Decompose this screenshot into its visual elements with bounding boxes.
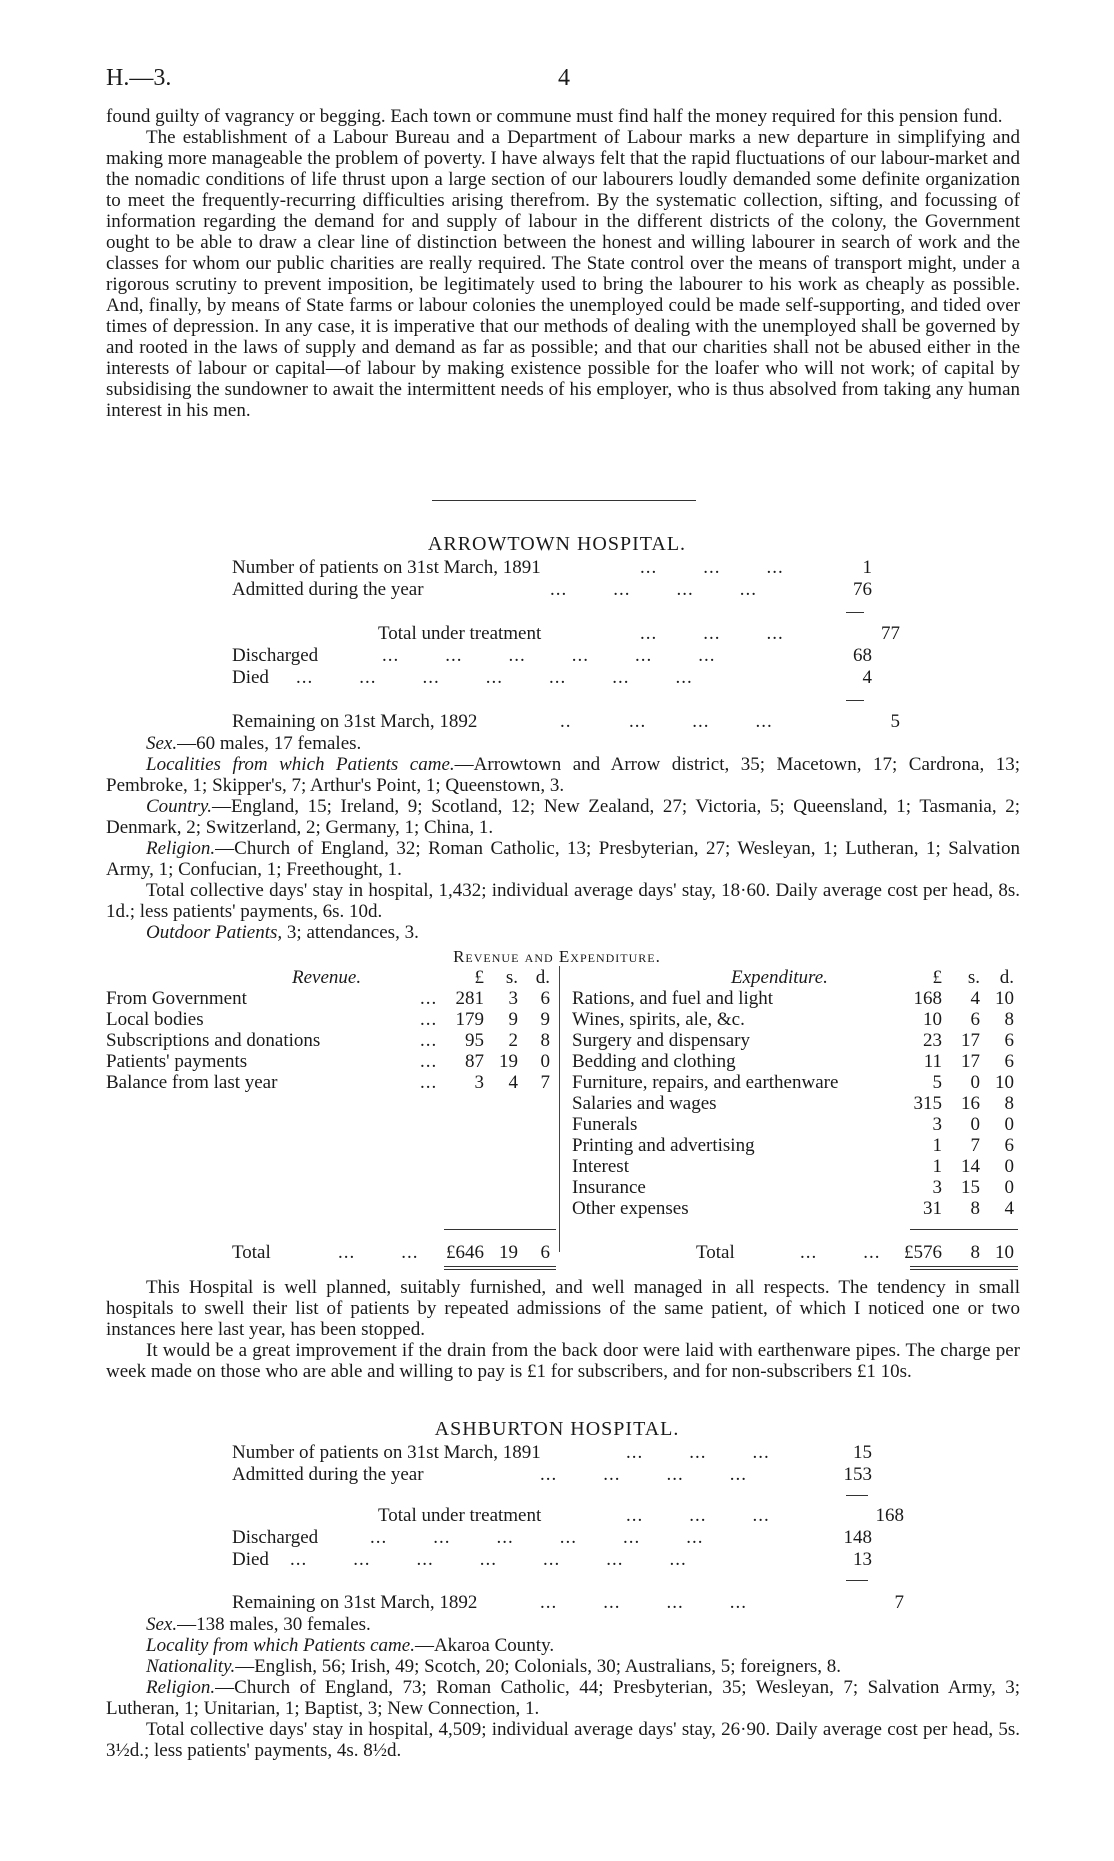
leader-dots: ... ... ... ... ... ... ... bbox=[296, 667, 693, 688]
arrowtown-title: ARROWTOWN HOSPITAL. bbox=[427, 533, 687, 555]
arrowtown-admitted-value: 76 bbox=[853, 579, 872, 600]
arrowtown-admitted-label: Admitted during the year bbox=[232, 579, 424, 600]
revenue-row-shillings: 19 bbox=[499, 1051, 518, 1072]
remarks-paragraph-2: It would be a great improvement if the drain from the back door were laid with earthenware pipes. The charge per week made on those who are able and willing to pay is £1 for subscribers, and for non-subscribers £1 10s. bbox=[106, 1340, 1020, 1382]
outdoor-text: 3; attendances, 3. bbox=[282, 922, 419, 943]
sex-text: —60 males, 17 females. bbox=[177, 733, 362, 754]
rev-exp-title: Revenue and Expenditure. bbox=[453, 947, 661, 966]
leader-dots: ... ... ... ... ... ... bbox=[370, 1527, 704, 1548]
leader-dots: ... bbox=[420, 1072, 438, 1093]
expenditure-row-shillings: 17 bbox=[961, 1051, 980, 1072]
col-head-shillings: s. bbox=[505, 967, 518, 988]
arrowtown-died-label: Died bbox=[232, 667, 269, 688]
revenue-row-label: Balance from last year bbox=[106, 1072, 278, 1093]
revenue-row-label: Subscriptions and donations bbox=[106, 1030, 321, 1051]
religion-text: —Church of England, 32; Roman Catholic, 13; Presbyterian, 27; Wesleyan, 1; Lutheran, 1; Salvation Army, 1; Confucian, 1; Freethought, 1. bbox=[106, 838, 1020, 880]
sex-label: Sex. bbox=[146, 1614, 178, 1635]
revenue-row-pounds: 87 bbox=[465, 1051, 484, 1072]
religion-label: Religion. bbox=[146, 838, 216, 859]
nationality-label: Nationality. bbox=[146, 1656, 236, 1677]
revenue-row-pounds: 95 bbox=[465, 1030, 484, 1051]
expenditure-row-pounds: 1 bbox=[932, 1135, 942, 1156]
expenditure-row-pence: 10 bbox=[995, 988, 1014, 1009]
arrowtown-total-label: Total under treatment bbox=[378, 623, 542, 644]
ashburton-total-label: Total under treatment bbox=[378, 1505, 542, 1526]
arrowtown-number-label: Number of patients on 31st March, 1891 bbox=[232, 557, 541, 578]
expenditure-row-shillings: 0 bbox=[970, 1114, 980, 1135]
col-head-pounds: £ bbox=[474, 967, 484, 988]
sum-rule bbox=[846, 612, 864, 613]
intro-paragraph-1: found guilty of vagrancy or begging. Each town or commune must find half the money required for this pension fund. bbox=[106, 106, 1003, 127]
expenditure-row-label: Furniture, repairs, and earthenware bbox=[572, 1072, 839, 1093]
revenue-row-pence: 7 bbox=[540, 1072, 550, 1093]
expenditure-row-label: Wines, spirits, ale, &c. bbox=[572, 1009, 745, 1030]
arrowtown-remaining-value: 5 bbox=[890, 711, 900, 732]
expenditure-row-label: Printing and advertising bbox=[572, 1135, 755, 1156]
expenditure-row-shillings: 4 bbox=[970, 988, 980, 1009]
expenditure-row-pounds: 5 bbox=[932, 1072, 942, 1093]
ashburton-admitted-label: Admitted during the year bbox=[232, 1464, 424, 1485]
arrowtown-remaining-label: Remaining on 31st March, 1892 bbox=[232, 711, 478, 732]
col-head-pounds: £ bbox=[932, 967, 942, 988]
expenditure-heading: Expenditure. bbox=[731, 967, 828, 988]
table-divider bbox=[559, 966, 560, 1252]
arrowtown-total-value: 77 bbox=[881, 623, 900, 644]
col-head-pence: d. bbox=[535, 967, 550, 988]
leader-dots: ... bbox=[420, 1030, 438, 1051]
ashburton-number-label: Number of patients on 31st March, 1891 bbox=[232, 1442, 541, 1463]
arrowtown-details bbox=[106, 733, 1020, 943]
ashburton-details bbox=[106, 1614, 1020, 1761]
ashburton-title: ASHBURTON HOSPITAL. bbox=[434, 1418, 680, 1440]
locality-label: Locality from which Patients came. bbox=[146, 1635, 415, 1656]
leader-dots: ... ... ... ... ... ... bbox=[382, 645, 716, 666]
revenue-row-pence: 6 bbox=[540, 988, 550, 1009]
revenue-row-shillings: 4 bbox=[508, 1072, 518, 1093]
expenditure-row-pounds: 168 bbox=[913, 988, 942, 1009]
revenue-row-pounds: 179 bbox=[455, 1009, 484, 1030]
revenue-row-pence: 8 bbox=[540, 1030, 550, 1051]
ashburton-number-value: 15 bbox=[853, 1442, 872, 1463]
ashburton-discharged-label: Discharged bbox=[232, 1527, 319, 1548]
intro-paragraph-2: The establishment of a Labour Bureau and a Department of Labour marks a new departure in simplifying and making more manageable the problem of poverty. I have always felt that the rapid fluctuations of our labour-market and the nomadic conditions of life thrust upon a large section of our labourers loudly demanded some definite organization to meet the frequently-recurring difficulties arising therefrom. By the systematic collection, sifting, and focussing of information regarding the demand for and supply of labour in the different districts of the colony, the Government ought to be able to draw a clear line of distinction between the honest and willing labourer in search of work and the classes for whom our public charities are really required. The State control over the means of transport might, under a rigorous scrutiny to prevent imposition, be legitimately used to bring the labourer to his work as cheaply as possible. And, finally, by means of State farms or labour colonies the unemployed could be made self-supporting, and tided over times of depression. In any case, it is imperative that our methods of dealing with the unemployed shall be governed by and rooted in the laws of supply and demand as far as possible; and that our charities shall not be abused either in the interests of labour or capital—of labour by making existence possible for the loafer who will not work; of capital by subsidising the sundowner to await the intermittent needs of his employer, who is thus absolved from taking any human interest in his men. bbox=[106, 127, 1020, 421]
expenditure-row-pounds: 3 bbox=[932, 1114, 942, 1135]
total-rule bbox=[910, 1269, 1018, 1270]
page-number: 4 bbox=[558, 65, 570, 91]
arrowtown-discharged-value: 68 bbox=[853, 645, 872, 666]
expenditure-total-pounds: £576 bbox=[904, 1242, 942, 1263]
revenue-row-shillings: 2 bbox=[508, 1030, 518, 1051]
sex-text: —138 males, 30 females. bbox=[177, 1614, 371, 1635]
section-divider bbox=[432, 500, 696, 501]
expenditure-row-pounds: 11 bbox=[923, 1051, 942, 1072]
expenditure-row-label: Other expenses bbox=[572, 1198, 689, 1219]
expenditure-row-pence: 6 bbox=[1004, 1051, 1014, 1072]
col-head-pence: d. bbox=[999, 967, 1014, 988]
localities-label: Localities from which Patients came. bbox=[146, 754, 455, 775]
expenditure-row-label: Bedding and clothing bbox=[572, 1051, 736, 1072]
col-head-shillings: s. bbox=[967, 967, 980, 988]
expenditure-row-shillings: 7 bbox=[970, 1135, 980, 1156]
expenditure-row-shillings: 17 bbox=[961, 1030, 980, 1051]
ashburton-remaining-value: 7 bbox=[894, 1592, 904, 1613]
arrowtown-discharged-label: Discharged bbox=[232, 645, 319, 666]
leader-dots: ... ... ... ... bbox=[540, 1592, 747, 1613]
leader-dots: ... ... ... bbox=[626, 1442, 770, 1463]
leader-dots: ... ... ... bbox=[640, 557, 784, 578]
expenditure-row-label: Rations, and fuel and light bbox=[572, 988, 774, 1009]
total-rule bbox=[444, 1269, 556, 1270]
nationality-text: —English, 56; Irish, 49; Scotch, 20; Colonials, 30; Australians, 5; foreigners, 8. bbox=[235, 1656, 842, 1677]
revenue-total-shillings: 19 bbox=[499, 1242, 518, 1263]
expenditure-row-label: Insurance bbox=[572, 1177, 646, 1198]
leader-dots: ... ... ... bbox=[640, 623, 784, 644]
arrowtown-died-value: 4 bbox=[862, 667, 872, 688]
page-reference: H.—3. bbox=[106, 65, 172, 91]
expenditure-row-pounds: 3 bbox=[932, 1177, 942, 1198]
expenditure-row-label: Funerals bbox=[572, 1114, 638, 1135]
revenue-heading: Revenue. bbox=[292, 967, 362, 988]
expenditure-total-pence: 10 bbox=[995, 1242, 1014, 1263]
leader-dots: ... ... bbox=[800, 1242, 881, 1263]
expenditure-row-pounds: 23 bbox=[923, 1030, 942, 1051]
expenditure-total-label: Total bbox=[696, 1242, 735, 1263]
revenue-row-pounds: 281 bbox=[455, 988, 484, 1009]
remarks-paragraph-1: This Hospital is well planned, suitably furnished, and well managed in all respects. The tendency in small hospitals to swell their list of patients by repeated admissions of the same patient, of which I noticed one or two instances here last year, has been stopped. bbox=[106, 1277, 1020, 1340]
leader-dots: ... ... ... ... ... ... ... bbox=[290, 1549, 687, 1570]
country-label: Country. bbox=[146, 796, 212, 817]
ashburton-admitted-value: 153 bbox=[843, 1464, 872, 1485]
leader-dots: ... ... bbox=[338, 1242, 419, 1263]
ashburton-remaining-label: Remaining on 31st March, 1892 bbox=[232, 1592, 478, 1613]
expenditure-row-label: Salaries and wages bbox=[572, 1093, 717, 1114]
expenditure-row-pence: 10 bbox=[995, 1072, 1014, 1093]
revenue-row-pounds: 3 bbox=[474, 1072, 484, 1093]
leader-dots: ... ... ... ... bbox=[550, 579, 757, 600]
ashburton-died-label: Died bbox=[232, 1549, 269, 1570]
expenditure-row-shillings: 16 bbox=[961, 1093, 980, 1114]
total-rule bbox=[910, 1229, 1018, 1230]
expenditure-row-pence: 0 bbox=[1004, 1114, 1014, 1135]
revenue-row-pence: 9 bbox=[540, 1009, 550, 1030]
arrowtown-remarks bbox=[106, 1277, 1020, 1382]
total-rule bbox=[444, 1229, 556, 1230]
expenditure-row-shillings: 6 bbox=[970, 1009, 980, 1030]
expenditure-row-pence: 4 bbox=[1004, 1198, 1014, 1219]
ashburton-died-value: 13 bbox=[853, 1549, 872, 1570]
leader-dots: ... bbox=[420, 988, 438, 1009]
arrowtown-number-value: 1 bbox=[862, 557, 872, 578]
revenue-row-shillings: 3 bbox=[508, 988, 518, 1009]
total-rule bbox=[910, 1266, 1018, 1267]
expenditure-row-shillings: 0 bbox=[970, 1072, 980, 1093]
expenditure-row-pounds: 315 bbox=[913, 1093, 942, 1114]
expenditure-total-shillings: 8 bbox=[970, 1242, 980, 1263]
expenditure-row-pounds: 1 bbox=[932, 1156, 942, 1177]
revenue-row-pence: 0 bbox=[540, 1051, 550, 1072]
leader-dots: ... bbox=[420, 1009, 438, 1030]
expenditure-row-shillings: 14 bbox=[961, 1156, 980, 1177]
revenue-total-pounds: £646 bbox=[446, 1242, 484, 1263]
religion-label: Religion. bbox=[146, 1677, 216, 1698]
revenue-row-shillings: 9 bbox=[508, 1009, 518, 1030]
localities-text: —Arrowtown and Arrow district, 35; Macetown, 17; Cardrona, 13; Pembroke, 1; Skipper's, 7; Arthur's Point, 1; Queenstown, 3. bbox=[106, 754, 1020, 796]
intro-text bbox=[106, 106, 1020, 421]
outdoor-label: Outdoor Patients, bbox=[146, 922, 283, 943]
expenditure-row-label: Surgery and dispensary bbox=[572, 1030, 751, 1051]
total-days-text: Total collective days' stay in hospital, 4,509; individual average days' stay, 26·90. Daily average cost per head, 5s. 3½d.; less patients' payments, 4s. 8½d. bbox=[106, 1719, 1020, 1761]
sum-rule bbox=[846, 1495, 868, 1496]
total-days-text: Total collective days' stay in hospital, 1,432; individual average days' stay, 18·60. Daily average cost per head, 8s. 1d.; less patients' payments, 6s. 10d. bbox=[106, 880, 1020, 922]
expenditure-row-pence: 8 bbox=[1004, 1093, 1014, 1114]
sex-label: Sex. bbox=[146, 733, 178, 754]
expenditure-row-shillings: 8 bbox=[970, 1198, 980, 1219]
locality-text: —Akaroa County. bbox=[414, 1635, 555, 1656]
expenditure-row-shillings: 15 bbox=[961, 1177, 980, 1198]
leader-dots: ... ... ... bbox=[626, 1505, 770, 1526]
sum-rule bbox=[846, 700, 864, 701]
ashburton-discharged-value: 148 bbox=[843, 1527, 872, 1548]
expenditure-row-pence: 0 bbox=[1004, 1177, 1014, 1198]
ashburton-total-value: 168 bbox=[875, 1505, 904, 1526]
expenditure-row-pounds: 10 bbox=[923, 1009, 942, 1030]
religion-text: —Church of England, 73; Roman Catholic, 44; Presbyterian, 35; Wesleyan, 7; Salvation Army, 3; Lutheran, 1; Unitarian, 1; Baptist, 3; New Connection, 1. bbox=[106, 1677, 1020, 1719]
expenditure-row-label: Interest bbox=[572, 1156, 629, 1177]
expenditure-row-pence: 6 bbox=[1004, 1135, 1014, 1156]
sum-rule bbox=[846, 1580, 868, 1581]
leader-dots: ... bbox=[420, 1051, 438, 1072]
expenditure-row-pence: 6 bbox=[1004, 1030, 1014, 1051]
revenue-total-label: Total bbox=[232, 1242, 271, 1263]
leader-dots: ... ... ... ... bbox=[540, 1464, 747, 1485]
revenue-row-label: From Government bbox=[106, 988, 247, 1009]
country-text: —England, 15; Ireland, 9; Scotland, 12; New Zealand, 27; Victoria, 5; Queensland, 1; Tasmania, 2; Denmark, 2; Switzerland, 2; Germany, 1; China, 1. bbox=[106, 796, 1020, 838]
expenditure-row-pounds: 31 bbox=[923, 1198, 942, 1219]
revenue-total-pence: 6 bbox=[540, 1242, 550, 1263]
leader-dots: .. ... ... ... bbox=[560, 711, 773, 732]
revenue-row-label: Local bodies bbox=[106, 1009, 204, 1030]
revenue-row-label: Patients' payments bbox=[106, 1051, 248, 1072]
total-rule bbox=[444, 1266, 556, 1267]
expenditure-row-pence: 8 bbox=[1004, 1009, 1014, 1030]
expenditure-row-pence: 0 bbox=[1004, 1156, 1014, 1177]
